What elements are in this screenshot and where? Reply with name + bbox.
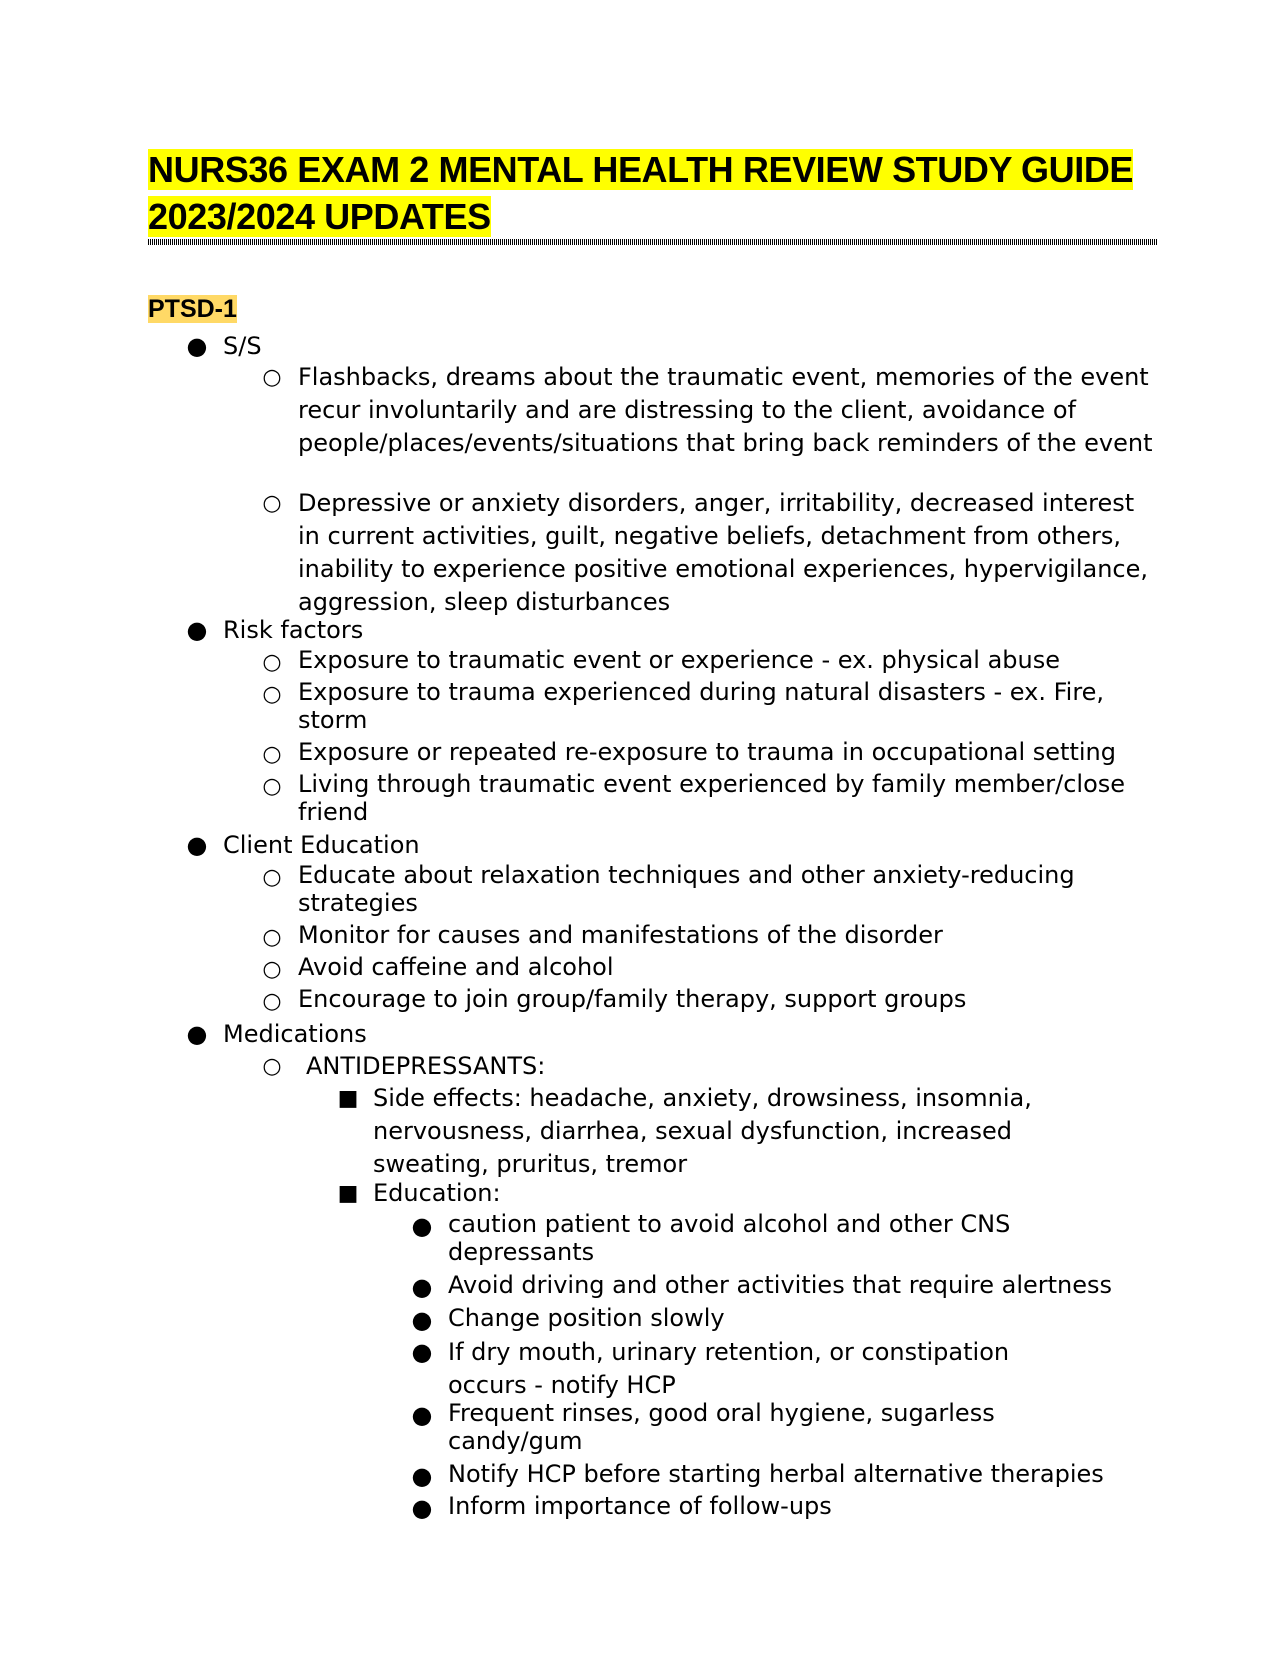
circle-bullet-icon: ○ xyxy=(262,865,282,890)
list-item-text: Notify HCP before starting herbal alternative therapies xyxy=(448,1460,1104,1488)
list-item-text: Exposure to traumatic event or experience - ex. physical abuse xyxy=(298,646,1060,674)
bullet-icon: ● xyxy=(411,1212,433,1240)
list-item-text: Monitor for causes and manifestations of the disorder xyxy=(298,921,943,949)
title-divider xyxy=(148,239,1158,245)
document-title xyxy=(148,146,1148,240)
list-item-text: caution patient to avoid alcohol and other CNS depressants xyxy=(448,1210,1011,1266)
circle-bullet-icon: ○ xyxy=(262,925,282,950)
list-item-label: Client Education xyxy=(223,831,420,859)
circle-bullet-icon: ○ xyxy=(262,1054,282,1079)
square-bullet-icon: ■ xyxy=(337,1181,359,1206)
list-item-label: ANTIDEPRESSANTS: xyxy=(306,1052,546,1080)
list-item-text: Depressive or anxiety disorders, anger, irritability, decreased interest in current activities, guilt, negative beliefs, detachment from others, inability to experience positive emotional experiences, hypervigilance, aggression, sleep disturbances xyxy=(298,489,1149,616)
bullet-icon: ● xyxy=(411,1273,433,1301)
list-item-text: Change position slowly xyxy=(448,1304,725,1332)
bullet-icon: ● xyxy=(411,1338,433,1366)
circle-bullet-icon: ○ xyxy=(262,365,282,390)
list-item-label: S/S xyxy=(223,332,262,360)
list-item-text: Inform importance of follow-ups xyxy=(448,1492,832,1520)
bullet-icon: ● xyxy=(186,616,208,644)
list-item-label: Risk factors xyxy=(223,616,364,644)
square-bullet-icon: ■ xyxy=(337,1086,359,1111)
bullet-icon: ● xyxy=(411,1462,433,1490)
list-item-text: Frequent rinses, good oral hygiene, sugarless candy/gum xyxy=(448,1399,995,1455)
list-item-text: Side effects: headache, anxiety, drowsiness, insomnia, nervousness, diarrhea, sexual dysfunction, increased sweating, pruritus, tremor xyxy=(373,1084,1032,1178)
bullet-icon: ● xyxy=(411,1306,433,1334)
list-item-text: Flashbacks, dreams about the traumatic event, memories of the event recur involuntarily and are distressing to the client, avoidance of people/places/events/situations that bring back reminders of the event xyxy=(298,363,1153,457)
bullet-icon: ● xyxy=(186,1020,208,1048)
document-title-text: NURS36 EXAM 2 MENTAL HEALTH REVIEW STUDY GUIDE 2023/2024 UPDATES xyxy=(148,149,1134,237)
list-item-text: Avoid driving and other activities that require alertness xyxy=(448,1271,1113,1299)
list-item-text: Exposure or repeated re-exposure to trauma in occupational setting xyxy=(298,738,1116,766)
circle-bullet-icon: ○ xyxy=(262,989,282,1014)
bullet-icon: ● xyxy=(186,831,208,859)
circle-bullet-icon: ○ xyxy=(262,957,282,982)
bullet-icon: ● xyxy=(411,1494,433,1522)
list-item-label: Education: xyxy=(373,1179,501,1207)
list-item-text: Encourage to join group/family therapy, support groups xyxy=(298,985,967,1013)
list-item-text: Living through traumatic event experienced by family member/close friend xyxy=(298,770,1126,826)
circle-bullet-icon: ○ xyxy=(262,682,282,707)
circle-bullet-icon: ○ xyxy=(262,742,282,767)
list-item-text: If dry mouth, urinary retention, or constipation occurs - notify HCP xyxy=(448,1338,1010,1399)
list-item-text: Avoid caffeine and alcohol xyxy=(298,953,614,981)
list-item-text: Educate about relaxation techniques and other anxiety-reducing strategies xyxy=(298,861,1075,917)
list-item-text: Exposure to trauma experienced during natural disasters - ex. Fire, storm xyxy=(298,678,1105,734)
section-heading-text: PTSD-1 xyxy=(148,295,237,323)
bullet-icon: ● xyxy=(186,332,208,360)
list-item-label: Medications xyxy=(223,1020,367,1048)
bullet-icon: ● xyxy=(411,1401,433,1429)
circle-bullet-icon: ○ xyxy=(262,650,282,675)
circle-bullet-icon: ○ xyxy=(262,774,282,799)
section-heading xyxy=(148,292,237,326)
circle-bullet-icon: ○ xyxy=(262,491,282,516)
